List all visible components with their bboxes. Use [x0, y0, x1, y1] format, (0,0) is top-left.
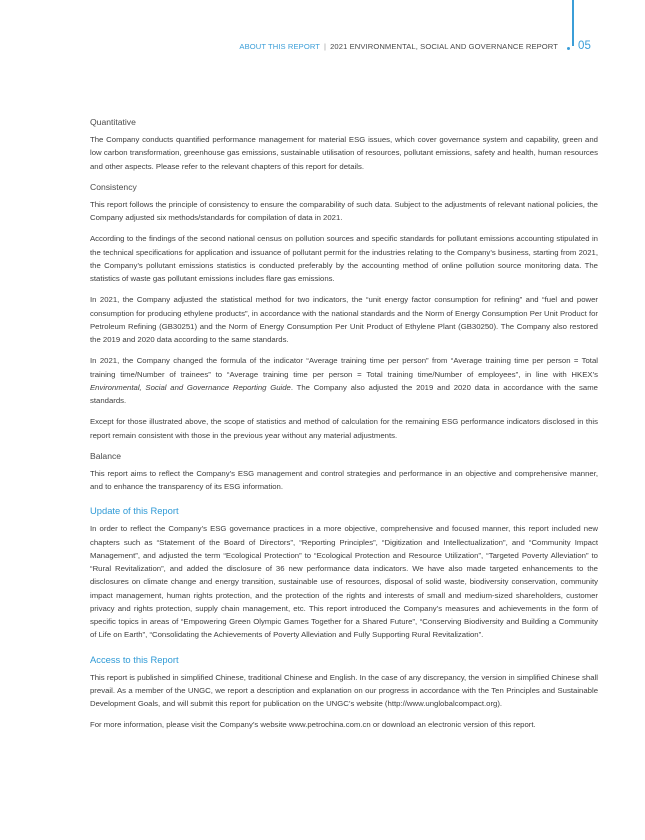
- heading-access: Access to this Report: [90, 653, 179, 665]
- paragraph-access-1: This report is published in simplified Chinese, traditional Chinese and English. In the case of any discrepancy, the version in simplified Chinese shall prevail. As a member of the UNGC, we report a description and explanation on our progress in accordance with the Ten Principles and Sustainable Development Goals, and will submit this report for publication on the UNGC’s website (http://www.unglobalcompact.org).: [90, 672, 598, 708]
- paragraph-quantitative: The Company conducts quantified performance management for material ESG issues, which cover governance system and capability, green and low carbon transformation, greenhouse gas emissions, sustainable utilisation of resources, pollutant emissions, safety and health, human resources and other aspects. Please refer to the relevant chapters of this report for details.: [90, 135, 598, 171]
- bullet-dot-icon: [567, 47, 570, 50]
- header-separator: |: [324, 41, 327, 51]
- heading-quantitative: Quantitative: [90, 117, 136, 127]
- paragraph-access-2: For more information, please visit the Company’s website www.petrochina.com.cn or download an electronic version of this report.: [90, 720, 536, 730]
- main-content: [90, 117, 598, 732]
- header-report-title: 2021 ENVIRONMENTAL, SOCIAL AND GOVERNANCE REPORT: [330, 41, 558, 51]
- paragraph-consistency-4: [90, 354, 598, 407]
- paragraph-consistency-5: Except for those illustrated above, the scope of statistics and method of calculation for the remaining ESG performance indicators disclosed in this report remain consistent with those in the previous year without any material adjustments.: [90, 417, 598, 440]
- paragraph-consistency-1: This report follows the principle of consistency to ensure the comparability of such data. Subject to the adjustments of relevant national policies, the Company adjusted six methods/standards for compilation of data in 2021.: [90, 199, 598, 222]
- heading-update: Update of this Report: [90, 505, 179, 517]
- guide-title: Environmental, Social and Governance Reporting Guide: [90, 382, 291, 392]
- heading-balance: Balance: [90, 450, 122, 461]
- paragraph-consistency-4-a: In 2021, the Company changed the formula of the indicator “Average training time per person” from “Average training time per person = Total training time/Number of trainees” to “Average training time per person = Total training time/Number of employees”, in line with HKEX’s: [90, 356, 598, 379]
- paragraph-consistency-3: In 2021, the Company adjusted the statistical method for two indicators, the “unit energy factor consumption for refining” and “fuel and power consumption for producing ethylene products”, in accordance with the national standards and the Norm of Energy Consumption Per Unit Product for Petroleum Refining (GB30251) and the Norm of Energy Consumption Per Unit Product of Ethylene Plant (GB30250). The Company also restored the 2019 and 2020 data according to the same standards.: [90, 295, 598, 344]
- paragraph-balance: This report aims to reflect the Company’s ESG management and control strategies and performance in an objective and comprehensive manner, and to enhance the transparency of its ESG information.: [90, 468, 598, 491]
- page-number: 05: [578, 40, 591, 52]
- header-section-link[interactable]: ABOUT THIS REPORT: [239, 41, 321, 51]
- paragraph-update: In order to reflect the Company’s ESG governance practices in a more objective, comprehensive and focused manner, this report included new chapters such as “Statement of the Board of Directors”, “Reporting Principles”, “Digitization and Intellectualization”, and “Community Impact Management”, and adjusted the term “Ecological Protection” to “Ecological Protection and Resource Utilization”, “Targeted Poverty Alleviation” to “Rural Revitalization”, and added the disclosure of 36 new performance data indicators. We have also made targeted enhancements to the disclosures on climate change and energy transition, sustainable use of resources, disposal of solid waste, biodiversity conservation, community impact management, human rights protection, and the protection of the rights and interests of small and medium-sized shareholders, customer privacy and rights protection, supply chain management, etc. This report introduced the Company’s measures and achievements in the form of specific topics in areas of “Empowering Green Olympic Games Together for a Shared Future”, “Conserving Biodiversity and Building a Community of Life on Earth”, “Consolidating the Achievements of Poverty Alleviation and Fully Supporting Rural Revitalization”.: [90, 524, 598, 640]
- heading-consistency: Consistency: [90, 181, 137, 192]
- paragraph-consistency-4-b: . The Company also adjusted the 2019 and 2020 data in accordance with the same standards.: [90, 382, 598, 405]
- paragraph-consistency-2: According to the findings of the second national census on pollution sources and specific standards for pollutant emissions accounting stipulated in the technical specifications for application and issuance of pollutant permit for the industries relating to the Company’s business, starting from 2021, the Company’s pollutant emissions statistics is conducted preferably by the accounting method of online pollution source monitoring data. The statistics of waste gas pollutant emissions includes flare gas emissions.: [90, 234, 598, 283]
- page-header: [239, 40, 591, 52]
